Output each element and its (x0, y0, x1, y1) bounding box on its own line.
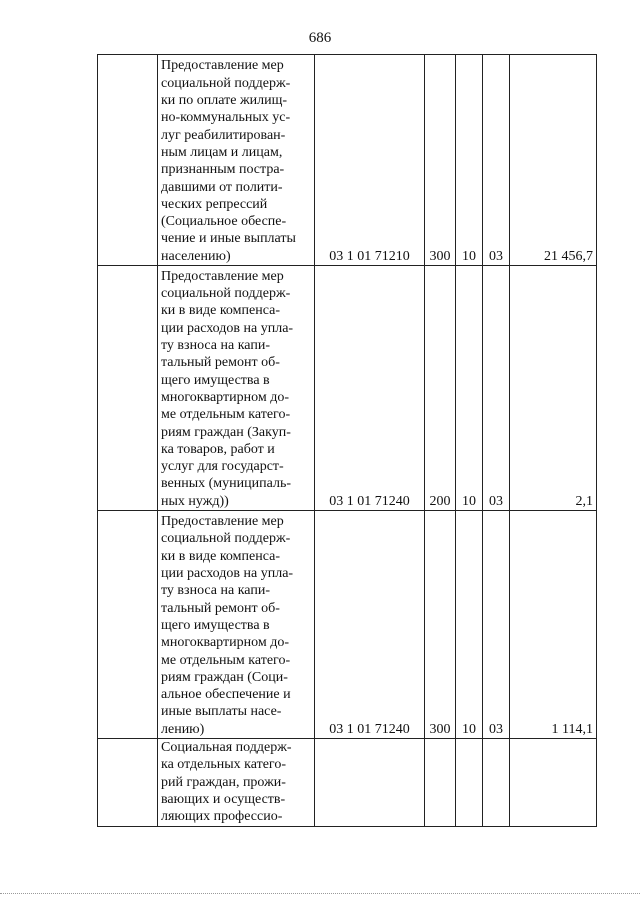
description-line: тальный ремонт об- (161, 600, 280, 616)
page-number: 686 (308, 30, 332, 46)
target-code-cell (315, 739, 425, 827)
amount-cell (510, 739, 597, 827)
budget-table (97, 54, 597, 827)
description-cell (158, 55, 315, 266)
description-line: ме отдельным катего- (161, 407, 291, 423)
amount-cell: 2,1 (510, 266, 597, 511)
description-line: ка отдельных катего- (161, 757, 286, 773)
description-cell (158, 266, 315, 511)
description-line: ка товаров, работ и (161, 441, 275, 457)
description-line: ляющих профессио- (161, 809, 283, 825)
description-line: Предоставление мер (161, 58, 284, 74)
row-number-cell (98, 739, 158, 827)
subsection-cell: 03 (483, 266, 510, 511)
description-line: многоквартирном до- (161, 389, 289, 405)
table-row (98, 739, 597, 827)
description-line: услуг для государст- (161, 459, 284, 475)
description-line: населению) (161, 248, 231, 264)
description-line: ки в виде компенса- (161, 303, 280, 319)
description-line: риям граждан (Соци- (161, 669, 288, 685)
description-line: ки по оплате жилищ- (161, 93, 288, 109)
description-line: ции расходов на упла- (161, 566, 294, 582)
table-row (98, 511, 597, 739)
expense-type-cell: 300 (425, 55, 456, 266)
description-line: луг реабилитирован- (161, 127, 286, 143)
description-line: ции расходов на упла- (161, 320, 294, 336)
description-line: социальной поддерж- (161, 75, 291, 91)
description-line: ных нужд)) (161, 493, 229, 509)
scan-edge-divider (0, 893, 640, 894)
description-line: но-коммунальных ус- (161, 110, 291, 126)
description-line: ту взноса на капи- (161, 338, 270, 354)
target-code-cell: 03 1 01 71240 (315, 266, 425, 511)
description-line: лению) (161, 721, 205, 737)
description-line: щего имущества в (161, 617, 270, 633)
description-cell (158, 739, 315, 827)
subsection-cell (483, 739, 510, 827)
description-line: давшими от полити- (161, 179, 283, 195)
row-number-cell (98, 266, 158, 511)
description-line: ки в виде компенса- (161, 548, 280, 564)
expense-type-cell (425, 739, 456, 827)
subsection-cell: 03 (483, 511, 510, 739)
description-line: социальной поддерж- (161, 286, 291, 302)
description-line: вающих и осуществ- (161, 791, 286, 807)
description-line: иные выплаты насе- (161, 704, 282, 720)
expense-type-cell: 300 (425, 511, 456, 739)
description-line: признанным постра- (161, 162, 285, 178)
section-cell: 10 (456, 266, 483, 511)
section-cell (456, 739, 483, 827)
description-line: (Социальное обеспе- (161, 214, 287, 230)
description-line: рий граждан, прожи- (161, 774, 286, 790)
description-line: Предоставление мер (161, 268, 284, 284)
section-cell: 10 (456, 55, 483, 266)
target-code-cell: 03 1 01 71240 (315, 511, 425, 739)
description-line: ным лицам и лицам, (161, 144, 283, 160)
description-line: ме отдельным катего- (161, 652, 291, 668)
description-line: Предоставление мер (161, 514, 284, 530)
description-line: венных (муниципаль- (161, 476, 291, 492)
description-line: социальной поддерж- (161, 531, 291, 547)
subsection-cell: 03 (483, 55, 510, 266)
amount-cell: 21 456,7 (510, 55, 597, 266)
description-line: многоквартирном до- (161, 635, 289, 651)
table-row (98, 266, 597, 511)
row-number-cell (98, 511, 158, 739)
description-line: риям граждан (Закуп- (161, 424, 291, 440)
table-row (98, 55, 597, 266)
description-line: ческих репрессий (161, 196, 268, 212)
row-number-cell (98, 55, 158, 266)
description-line: тальный ремонт об- (161, 355, 280, 371)
amount-cell: 1 114,1 (510, 511, 597, 739)
target-code-cell: 03 1 01 71210 (315, 55, 425, 266)
description-line: чение и иные выплаты (161, 231, 296, 247)
section-cell: 10 (456, 511, 483, 739)
expense-type-cell: 200 (425, 266, 456, 511)
description-cell (158, 511, 315, 739)
description-line: Социальная поддерж- (161, 740, 292, 755)
description-line: ту взноса на капи- (161, 583, 270, 599)
description-line: щего имущества в (161, 372, 270, 388)
description-line: альное обеспечение и (161, 687, 291, 703)
